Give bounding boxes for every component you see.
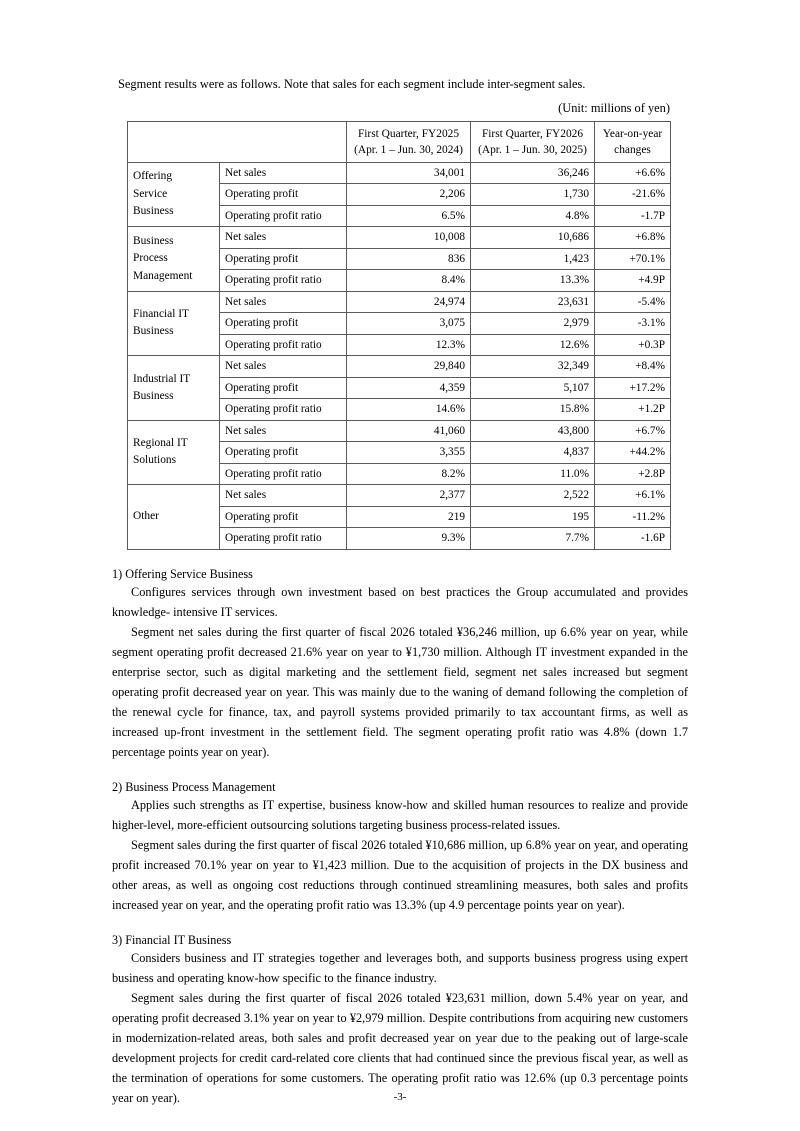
narrative-sections xyxy=(112,566,688,1109)
fy2026-value-cell: 2,522 xyxy=(471,485,595,507)
yoy-value-cell: -5.4% xyxy=(595,291,671,313)
fy2025-value-cell: 2,377 xyxy=(347,485,471,507)
yoy-value-cell: +0.3P xyxy=(595,334,671,356)
yoy-value-cell: +8.4% xyxy=(595,356,671,378)
fy2025-value-cell: 836 xyxy=(347,248,471,270)
narrative-section xyxy=(112,566,688,763)
page-footer: -3- xyxy=(393,1091,407,1103)
yoy-value-cell: +6.1% xyxy=(595,485,671,507)
page-content xyxy=(112,76,688,1109)
fy2025-value-cell: 8.2% xyxy=(347,463,471,485)
fy2026-value-cell: 13.3% xyxy=(471,270,595,292)
segment-name-line: Business xyxy=(133,325,174,338)
table-body xyxy=(128,162,671,549)
fy2026-value-cell: 4,837 xyxy=(471,442,595,464)
fy2026-value-cell: 11.0% xyxy=(471,463,595,485)
fy2025-value-cell: 6.5% xyxy=(347,205,471,227)
table-header xyxy=(128,121,671,162)
segment-name-line: Solutions xyxy=(133,454,177,467)
yoy-value-cell: +44.2% xyxy=(595,442,671,464)
narrative-section xyxy=(112,779,688,916)
header-fy2025-line2: (Apr. 1 – Jun. 30, 2024) xyxy=(354,143,463,156)
fy2025-value-cell: 3,075 xyxy=(347,313,471,335)
header-fy2026-line2: (Apr. 1 – Jun. 30, 2025) xyxy=(478,143,587,156)
segment-name-cell xyxy=(128,162,220,227)
segment-name-line: Service xyxy=(133,187,168,200)
fy2026-value-cell: 1,730 xyxy=(471,184,595,206)
section-heading: 1) Offering Service Business xyxy=(112,566,253,581)
fy2026-value-cell: 15.8% xyxy=(471,399,595,421)
yoy-value-cell: +6.6% xyxy=(595,162,671,184)
unit-note: (Unit: millions of yen) xyxy=(558,100,670,115)
header-fy2026-line1: First Quarter, FY2026 xyxy=(481,127,584,140)
section-paragraph: Configures services through own investment based on best practices the Group accumulated and provides knowledge- intensive IT services. xyxy=(112,585,688,620)
yoy-value-cell: +2.8P xyxy=(595,463,671,485)
segment-name-cell xyxy=(128,227,220,292)
segment-name-line: Business xyxy=(133,389,174,402)
metric-label-cell: Operating profit ratio xyxy=(220,399,347,421)
section-paragraph: Applies such strengths as IT expertise, business know-how and skilled human resources to realize and provide higher-level, more-efficient outsourcing solutions targeting business process-related issues. xyxy=(112,798,688,833)
fy2025-value-cell: 24,974 xyxy=(347,291,471,313)
fy2026-value-cell: 43,800 xyxy=(471,420,595,442)
metric-label-cell: Operating profit ratio xyxy=(220,334,347,356)
section-heading: 2) Business Process Management xyxy=(112,779,276,794)
metric-label-cell: Net sales xyxy=(220,356,347,378)
yoy-value-cell: -21.6% xyxy=(595,184,671,206)
fy2025-value-cell: 219 xyxy=(347,506,471,528)
table-row xyxy=(128,291,671,313)
fy2026-value-cell: 2,979 xyxy=(471,313,595,335)
metric-label-cell: Net sales xyxy=(220,485,347,507)
fy2025-value-cell: 4,359 xyxy=(347,377,471,399)
fy2026-value-cell: 7.7% xyxy=(471,528,595,550)
yoy-value-cell: +17.2% xyxy=(595,377,671,399)
segment-name-cell xyxy=(128,291,220,356)
metric-label-cell: Operating profit xyxy=(220,184,347,206)
fy2026-value-cell: 4.8% xyxy=(471,205,595,227)
metric-label-cell: Operating profit xyxy=(220,248,347,270)
table-header-row xyxy=(128,121,671,162)
table-row xyxy=(128,420,671,442)
yoy-value-cell: -1.7P xyxy=(595,205,671,227)
table-row xyxy=(128,162,671,184)
header-yoy xyxy=(595,121,671,162)
segment-name-line: Industrial IT xyxy=(133,372,191,385)
header-fy2026 xyxy=(471,121,595,162)
segment-name-cell xyxy=(128,420,220,485)
fy2025-value-cell: 2,206 xyxy=(347,184,471,206)
fy2026-value-cell: 23,631 xyxy=(471,291,595,313)
metric-label-cell: Operating profit xyxy=(220,442,347,464)
yoy-value-cell: +70.1% xyxy=(595,248,671,270)
metric-label-cell: Operating profit ratio xyxy=(220,463,347,485)
yoy-value-cell: -11.2% xyxy=(595,506,671,528)
table-row xyxy=(128,227,671,249)
segment-name-line: Management xyxy=(133,269,193,282)
metric-label-cell: Operating profit xyxy=(220,313,347,335)
header-fy2025 xyxy=(347,121,471,162)
segment-name-line: Financial IT xyxy=(133,308,189,321)
yoy-value-cell: -3.1% xyxy=(595,313,671,335)
header-fy2025-line1: First Quarter, FY2025 xyxy=(357,127,460,140)
segment-name-line: Business xyxy=(133,205,174,218)
segment-results-table xyxy=(127,121,671,550)
fy2025-value-cell: 29,840 xyxy=(347,356,471,378)
yoy-value-cell: +4.9P xyxy=(595,270,671,292)
narrative-section xyxy=(112,932,688,1109)
segment-name-cell xyxy=(128,485,220,550)
section-paragraph: Considers business and IT strategies together and leverages both, and supports business progress using expert business and operating know-how specific to the finance industry. xyxy=(112,951,688,986)
fy2026-value-cell: 10,686 xyxy=(471,227,595,249)
header-yoy-line1: Year-on-year xyxy=(602,127,663,140)
section-paragraph: Segment net sales during the first quarter of fiscal 2026 totaled ¥36,246 million, up 6.6% year on year, while segment operating profit decreased 21.6% year on year to ¥1,730 million. Although IT investment expanded in the enterprise sector, such as digital marketing and the settlement field, segment net sales increased but segment operating profit decreased year on year. This was mainly due to the waning of demand following the completion of the renewal cycle for finance, tax, and payroll systems provided primarily to tax accountant firms, as well as increased up-front investment in the settlement field. The segment operating profit ratio was 4.8% (down 1.7 percentage points year on year). xyxy=(112,625,688,759)
section-paragraph: Segment sales during the first quarter of fiscal 2026 totaled ¥23,631 million, down 5.4% year on year, and operating profit decreased 3.1% year on year to ¥2,979 million. Despite contributions from acquiring new customers in modernization-related areas, both sales and profit decreased year on year due to the peaking out of large-scale development projects for credit card-related core clients that had continued since the previous fiscal year, as well as the termination of operations for some customers. The operating profit ratio was 12.6% (up 0.3 percentage points year on year). xyxy=(112,991,688,1105)
fy2025-value-cell: 3,355 xyxy=(347,442,471,464)
section-heading: 3) Financial IT Business xyxy=(112,932,232,947)
segment-name-line: Regional IT xyxy=(133,437,188,450)
metric-label-cell: Operating profit ratio xyxy=(220,528,347,550)
fy2026-value-cell: 32,349 xyxy=(471,356,595,378)
fy2025-value-cell: 41,060 xyxy=(347,420,471,442)
segment-name-cell xyxy=(128,356,220,421)
segment-name-line: Other xyxy=(133,510,159,523)
yoy-value-cell: +1.2P xyxy=(595,399,671,421)
fy2026-value-cell: 5,107 xyxy=(471,377,595,399)
fy2025-value-cell: 9.3% xyxy=(347,528,471,550)
metric-label-cell: Net sales xyxy=(220,291,347,313)
segment-name-line: Process xyxy=(133,252,168,265)
intro-paragraph: Segment results were as follows. Note that sales for each segment include inter-segment sales. xyxy=(118,77,586,91)
header-blank xyxy=(128,121,347,162)
fy2026-value-cell: 195 xyxy=(471,506,595,528)
segment-name-line: Business xyxy=(133,234,174,247)
metric-label-cell: Net sales xyxy=(220,162,347,184)
fy2025-value-cell: 10,008 xyxy=(347,227,471,249)
metric-label-cell: Operating profit xyxy=(220,377,347,399)
section-paragraph: Segment sales during the first quarter of fiscal 2026 totaled ¥10,686 million, up 6.8% year on year, and operating profit increased 70.1% year on year to ¥1,423 million. Due to the acquisition of projects in the DX business and other areas, as well as ongoing cost reductions through continued streamlining measures, both sales and profits increased year on year, and the operating profit ratio was 13.3% (up 4.9 percentage points year on year). xyxy=(112,838,688,912)
fy2025-value-cell: 12.3% xyxy=(347,334,471,356)
fy2026-value-cell: 36,246 xyxy=(471,162,595,184)
metric-label-cell: Operating profit ratio xyxy=(220,205,347,227)
metric-label-cell: Operating profit xyxy=(220,506,347,528)
fy2025-value-cell: 14.6% xyxy=(347,399,471,421)
header-yoy-line2: changes xyxy=(614,143,651,156)
table-row xyxy=(128,356,671,378)
table-row xyxy=(128,485,671,507)
segment-name-line: Offering xyxy=(133,170,173,183)
fy2025-value-cell: 34,001 xyxy=(347,162,471,184)
fy2026-value-cell: 12.6% xyxy=(471,334,595,356)
metric-label-cell: Net sales xyxy=(220,420,347,442)
yoy-value-cell: +6.7% xyxy=(595,420,671,442)
yoy-value-cell: +6.8% xyxy=(595,227,671,249)
fy2025-value-cell: 8.4% xyxy=(347,270,471,292)
yoy-value-cell: -1.6P xyxy=(595,528,671,550)
fy2026-value-cell: 1,423 xyxy=(471,248,595,270)
metric-label-cell: Operating profit ratio xyxy=(220,270,347,292)
metric-label-cell: Net sales xyxy=(220,227,347,249)
